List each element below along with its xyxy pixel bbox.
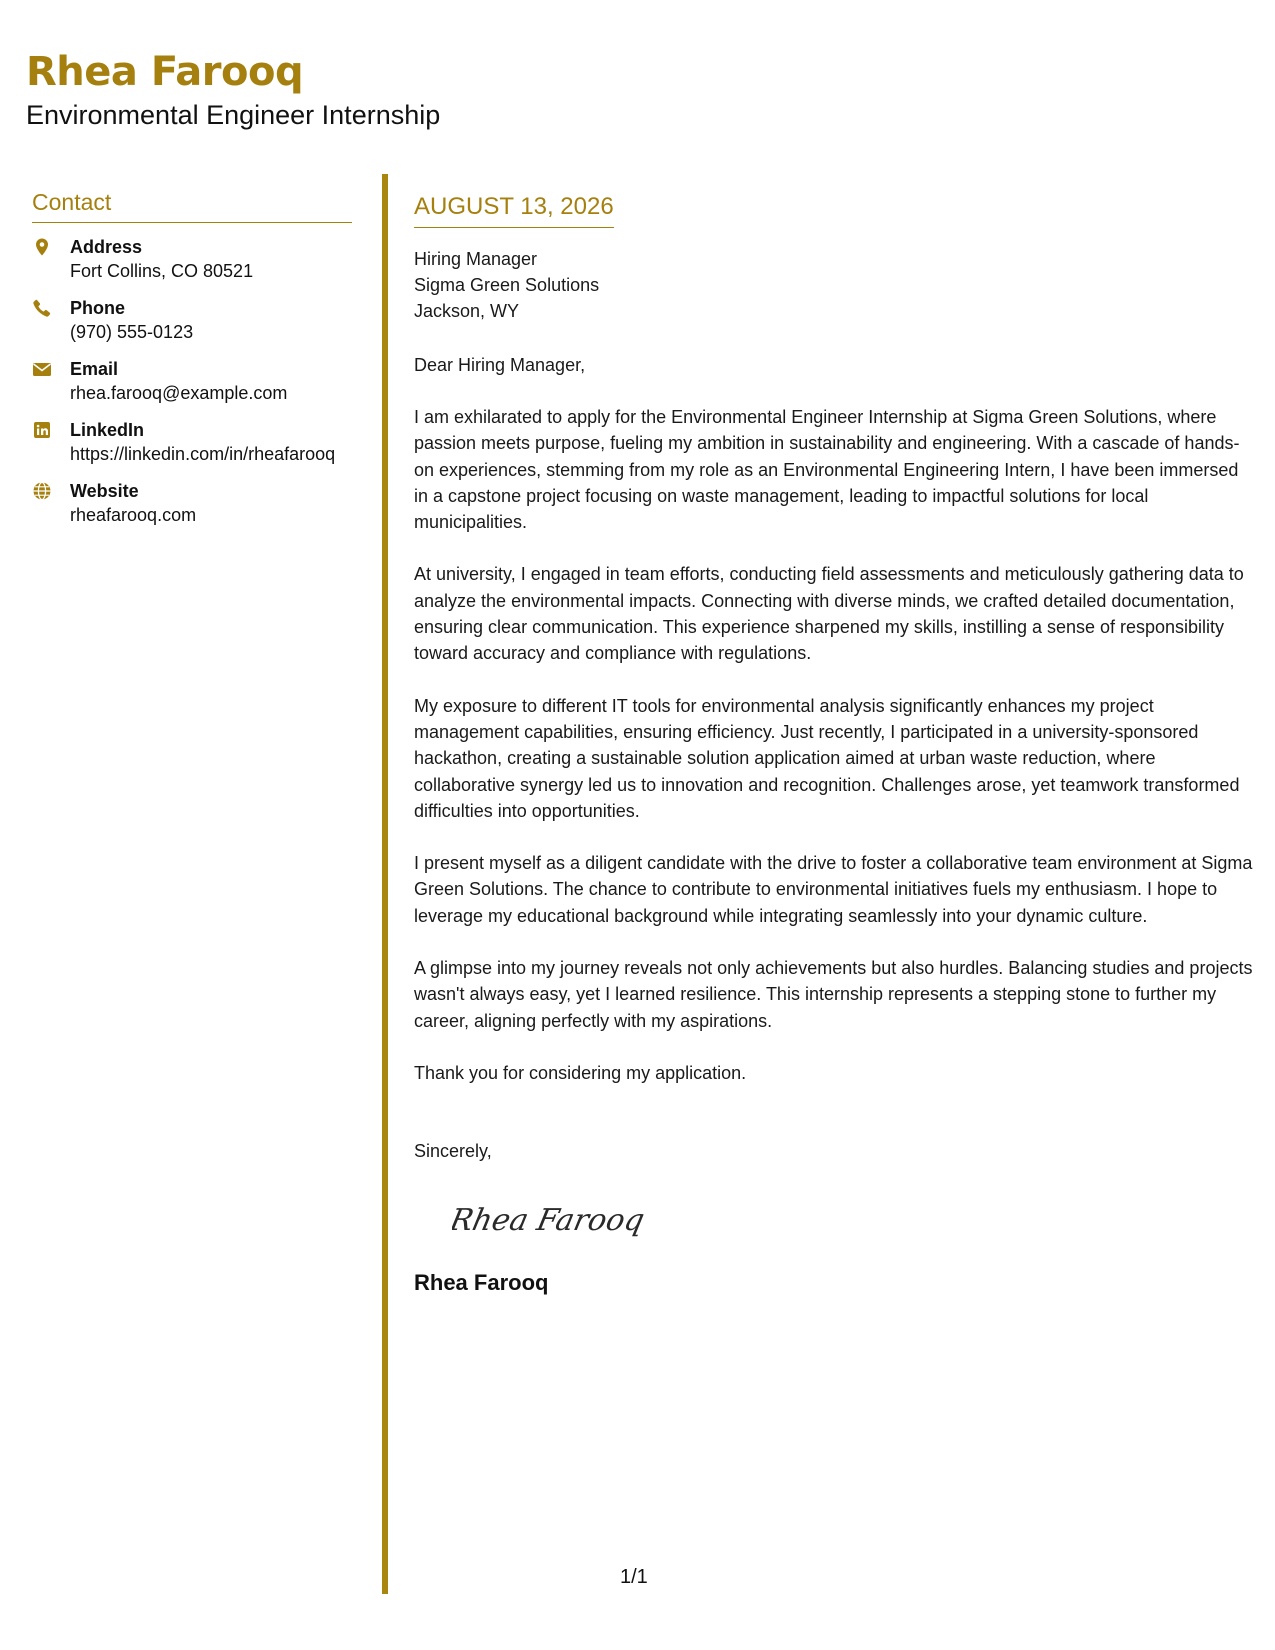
handwritten-signature xyxy=(452,1194,652,1252)
closing: Sincerely, xyxy=(414,1141,492,1162)
email-value: rhea.farooq@example.com xyxy=(70,383,288,403)
contact-heading: Contact xyxy=(32,188,352,223)
letter-body xyxy=(414,192,1254,1297)
recipient-location: Jackson, WY xyxy=(414,301,520,321)
linkedin-value[interactable]: https://linkedin.com/in/rheafarooq xyxy=(70,444,336,464)
phone-icon xyxy=(32,298,52,318)
contact-item-address xyxy=(32,235,352,284)
position-title: Environmental Engineer Internship xyxy=(26,100,441,130)
contact-item-email xyxy=(32,357,352,406)
address-value: Fort Collins, CO 80521 xyxy=(70,261,254,281)
contact-label: Phone xyxy=(70,298,126,318)
contact-label: Website xyxy=(70,481,139,501)
phone-value: (970) 555-0123 xyxy=(70,322,194,342)
contact-item-website xyxy=(32,479,352,528)
contact-label: LinkedIn xyxy=(70,420,145,440)
recipient-company: Sigma Green Solutions xyxy=(414,275,600,295)
paragraph: I am exhilarated to apply for the Environmental Engineer Internship at Sigma Green Solutions, where passion meets purpose, fueling my ambition in sustainability and engineering. With a cascade of hands-on experiences, stemming from my role as an Environmental Engineering Intern, I have been immersed in a capstone project focusing on waste management, leading to impactful solutions for local municipalities. xyxy=(414,407,1240,533)
paragraph: My exposure to different IT tools for environmental analysis significantly enhances my project management capabilities, ensuring efficiency. Just recently, I participated in a university-sponsored hackathon, creating a sustainable solution application aimed at urban waste reduction, where collaborative synergy led us to innovation and recognition. Challenges arose, yet teamwork transformed difficulties into opportunities. xyxy=(414,695,1240,821)
letter-date: AUGUST 13, 2026 xyxy=(414,192,614,228)
paragraph: I present myself as a diligent candidate with the drive to foster a collaborative team environment at Sigma Green Solutions. The chance to contribute to environmental initiatives fuels my enthusiasm. I hope to leverage my educational background while integrating seamlessly into your dynamic culture. xyxy=(414,853,1253,926)
vertical-divider xyxy=(382,174,388,1594)
svg-text:Rhea Farooq: Rhea Farooq xyxy=(452,1203,648,1239)
paragraph: A glimpse into my journey reveals not only achievements but also hurdles. Balancing studies and projects wasn't always easy, yet I learned resilience. This internship represents a stepping stone to further my career, aligning perfectly with my aspirations. xyxy=(414,958,1253,1031)
linkedin-icon xyxy=(32,420,52,440)
contact-label: Email xyxy=(70,359,119,379)
globe-icon xyxy=(32,481,52,501)
salutation: Dear Hiring Manager, xyxy=(414,355,586,375)
contact-sidebar xyxy=(32,188,352,528)
envelope-icon xyxy=(32,359,52,379)
letter-header xyxy=(26,48,440,132)
paragraph: Thank you for considering my application. xyxy=(414,1062,747,1083)
recipient-title: Hiring Manager xyxy=(414,249,538,269)
contact-label: Address xyxy=(70,237,143,257)
contact-item-linkedin xyxy=(32,418,352,467)
map-pin-icon xyxy=(32,237,52,257)
contact-item-phone xyxy=(32,296,352,345)
paragraph: At university, I engaged in team efforts, conducting field assessments and meticulously gathering data to analyze the environmental impacts. Connecting with diverse minds, we crafted detailed documentation, ensuring clear communication. This experience sharpened my skills, instilling a sense of responsibility toward accuracy and compliance with regulations. xyxy=(414,564,1244,664)
recipient-block xyxy=(414,246,1254,324)
website-value[interactable]: rheafarooq.com xyxy=(70,505,197,525)
signer-name: Rhea Farooq xyxy=(414,1270,549,1296)
applicant-name: Rhea Farooq xyxy=(26,49,304,95)
page-number: 1/1 xyxy=(620,1566,648,1588)
